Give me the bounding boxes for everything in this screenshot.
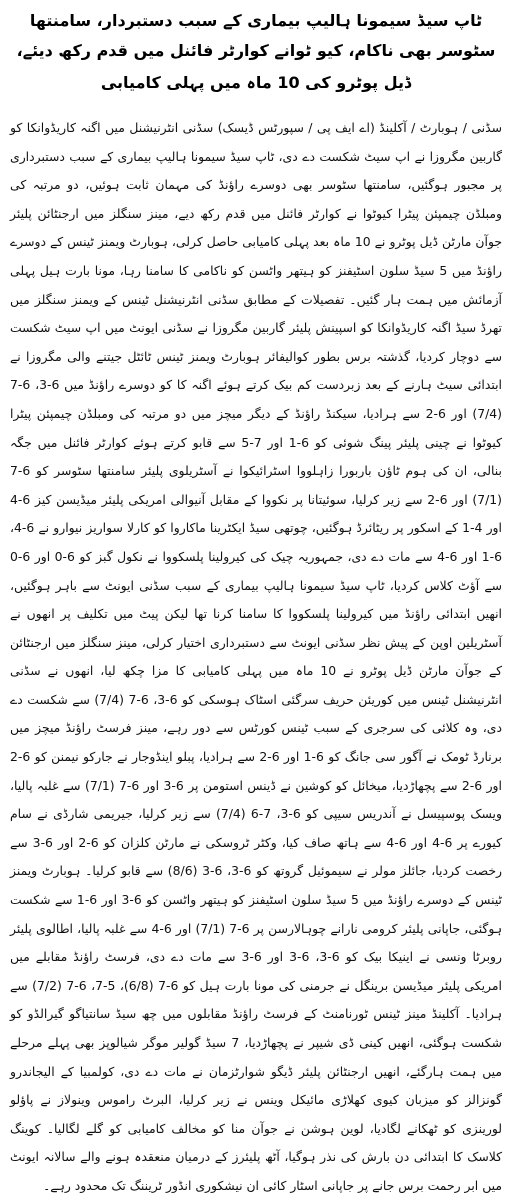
- headline: ٹاپ سیڈ سیمونا ہالیپ بیماری کے سبب دستبردار، سامنتھا سٹوسر بھی ناکام، کیو ٹوانے کوارٹر فائنل میں قدم رکھ دیئے،: [16, 11, 496, 60]
- article-body: سڈنی / ہوبارٹ / آکلینڈ (اے ایف پی / سپورٹس ڈیسک) سڈنی انٹرنیشنل میں اگنہ کاریڈوانکا کو گاربین مگروزا نے اپ سیٹ شکست دے دی، ٹاپ سیڈ سیمونا ہالیپ بیماری کے سبب دستبرداری پر مجبور ہوگئیں، سامنتھا سٹوسر بھی دوسرے راؤنڈ کی مہمان ثابت ہوئیں، دو مرتبہ کی ومبلڈن چیمپئن پیٹرا کیوٹوا نے کوارٹر فائنل میں قدم رکھ دیے، مینز سنگلز میں ارجنٹائن پلیئر جوآن مارٹن ڈیل پوٹرو نے 10 ماہ بعد پہلی کامیابی حاصل کرلی، ہوبارٹ ویمنز ٹینس کے دوسرے راؤنڈ میں 5 سیڈ سلون اسٹیفنز کو ہیتھر واٹسن کو ناکامی کا سامنا رہا، مونا بارت ہیل پہلی آزمائش میں ہمت ہار گئیں۔ تفصیلات کے مطابق سڈنی انٹرنیشنل ٹینس کے ویمنز سنگلز میں تھرڈ سیڈ اگنہ کاریڈوانکا کو اسپینش پلیئر گاربین مگروزا نے سڈنی ایونٹ میں اپ سیٹ شکست سے دوچار کردیا، گذشتہ برس بطور کوالیفائر ہوبارٹ ویمنز ٹینس ٹائٹل جیتنے والی مگروزا نے ابتدائی سیٹ ہارنے کے بعد زبردست کم بیک کرتے ہوئے اگنہ کا کو دوسرے راؤنڈ میں 6-3، 6-7 (7/4) اور 6-2 سے ہرادیا، سیکنڈ راؤنڈ کے دیگر میچز میں دو مرتبہ کی ومبلڈن چیمپئن پیٹرا کیوٹوا نے چینی پلیئر پینگ شوئی کو 6-1 اور 7-5 سے قابو کرتے ہوئے کوارٹر فائنل میں جگہ بنالی، ان کی ہوم ٹاؤن باربورا زاہلووا اسٹرائیکوا نے آسٹریلوی پلیئر سامنتھا سٹوسر کو 6-7 (7/1) اور 6-2 سے زیر کرلیا، سوئیتانا پر نکووا کے مقابل آنیوالی امریکی پلیئر میڈیسن کیز 6-4 اور 4-1 کے اسکور پر ریٹائرڈ ہوگئیں، چوتھی سیڈ ایکٹرینا ماکاروا کو کارلا سواریز نیوارو نے 6-4، 6-1 اور 6-4 سے مات دے دی، جمہوریہ چیک کی کیرولینا پلسکووا نے نکول گبز کو 6-0 اور 6-0 سے آؤٹ کلاس کردیا، ٹاپ سیڈ سیمونا ہالیپ بیماری کے سبب سڈنی ایونٹ سے باہر ہوگئیں، انھیں ابتدائی راؤنڈ میں کیرولینا پلسکووا کا سامنا کرنا تھا لیکن پیٹ میں تکلیف پر انھوں نے آسٹریلین اوپن کے پیش نظر سڈنی ایونٹ سے دستبرداری اختیار کرلی، مینز سنگلز میں ارجنٹائن کے جوآن مارٹن ڈیل پوٹرو نے 10 ماہ میں پہلی کامیابی کا مزا چکھ لیا، انھوں نے سڈنی انٹرنیشنل ٹینس میں کوریئن حریف سرگئی اسٹاک ہوسکی کو 6-3، 6-7 (7/4) سے شکست دے دی، وہ کلائی کی سرجری کے سبب ٹینس کورٹس سے دور رہے، مینز فرسٹ راؤنڈ میچز میں برنارڈ ٹومک نے آگور سی جانگ کو 6-1 اور 6-2 سے ہرادیا، پبلو اینڈوجار نے جارکو نیمنن کو 6-2 اور 6-2 سے پچھاڑدیا، میخائل کو کوشین نے ڈینس استومن پر 6-3 اور 6-7 (7/1) سے غلبہ پالیا، ویسک پوسپیسل نے آندریس سیپی کو 6-3، 7-6 (7/4) سے زیر کرلیا، جیریمی شارڈی نے سام کیورے پر 6-4 اور 6-4 سے ہاتھ صاف کیا، وکٹر ٹروسکی نے مارٹن کلزان کو 6-2 اور 6-3 سے رخصت کردیا، جائلز مولر نے سیموئیل گروتھ کو 6-3، 6-3 (8/6) سے قابو کرلیا۔ ہوبارٹ ویمنز ٹینس کے دوسرے راؤنڈ میں 5 سیڈ سلون اسٹیفنز کو ہیتھر واٹسن کو 6-3 اور 6-1 سے شکست ہوگئی، جاپانی پلیئر کرومی نارانے چوہالارسن پر 6-7 (7/1) اور 6-4 سے غلبہ پالیا، اطالوی پلیئر روبرٹا ونسی نے اینیکا بیک کو 6-3، 6-3 اور 6-3 سے مات دے دی، فرسٹ راؤنڈ مقابلے میں امریکی پلیئر میڈیسن برینگل نے جرمنی کی مونا بارت ہیل کو 6-7 (6/8)، 5-7، 6-7 (7/2) سے ہرادیا۔ آکلینڈ مینز ٹینس ٹورنامنٹ کے فرسٹ راؤنڈ مقابلوں میں چھ سیڈ سانتیاگو گیرالڈو کو شکست ہوگئی، انھیں کینی ڈی شیپر نے پچھاڑدیا، 7 سیڈ گولیر موگر شیالوپز بھی پہلے مرحلے میں ہمت ہارگئے، انھیں ارجنٹائن پلیئر ڈیگو شوارٹزمان نے مات دے دی، کولمبیا کے الیجاندرو گونزالز کو میزبان کیوی کھلاڑی مائیکل وینس نے زیر کرلیا، البرٹ راموس وینولاز نے پاؤلو لورینزی کو ٹھکانے لگادیا، لوین ہوشن نے جوآن منا کو مخالف کامیابی کو گلے لگالیا۔ کوینگ کلاسک کا ابتدائی دن بارش کی نذر ہوگیا، آٹھ پلیئرز کے درمیان منعقدہ ہونے والے سالانہ ایونٹ میں ابر رحمت برس جانے پر جاپانی اسٹار کائی ان نیشکوری انڈور ٹریننگ تک محدود رہے۔: [10, 120, 503, 1193]
- subheadline: ڈیل پوٹرو کی 10 ماہ میں پہلی کامیابی: [100, 73, 412, 92]
